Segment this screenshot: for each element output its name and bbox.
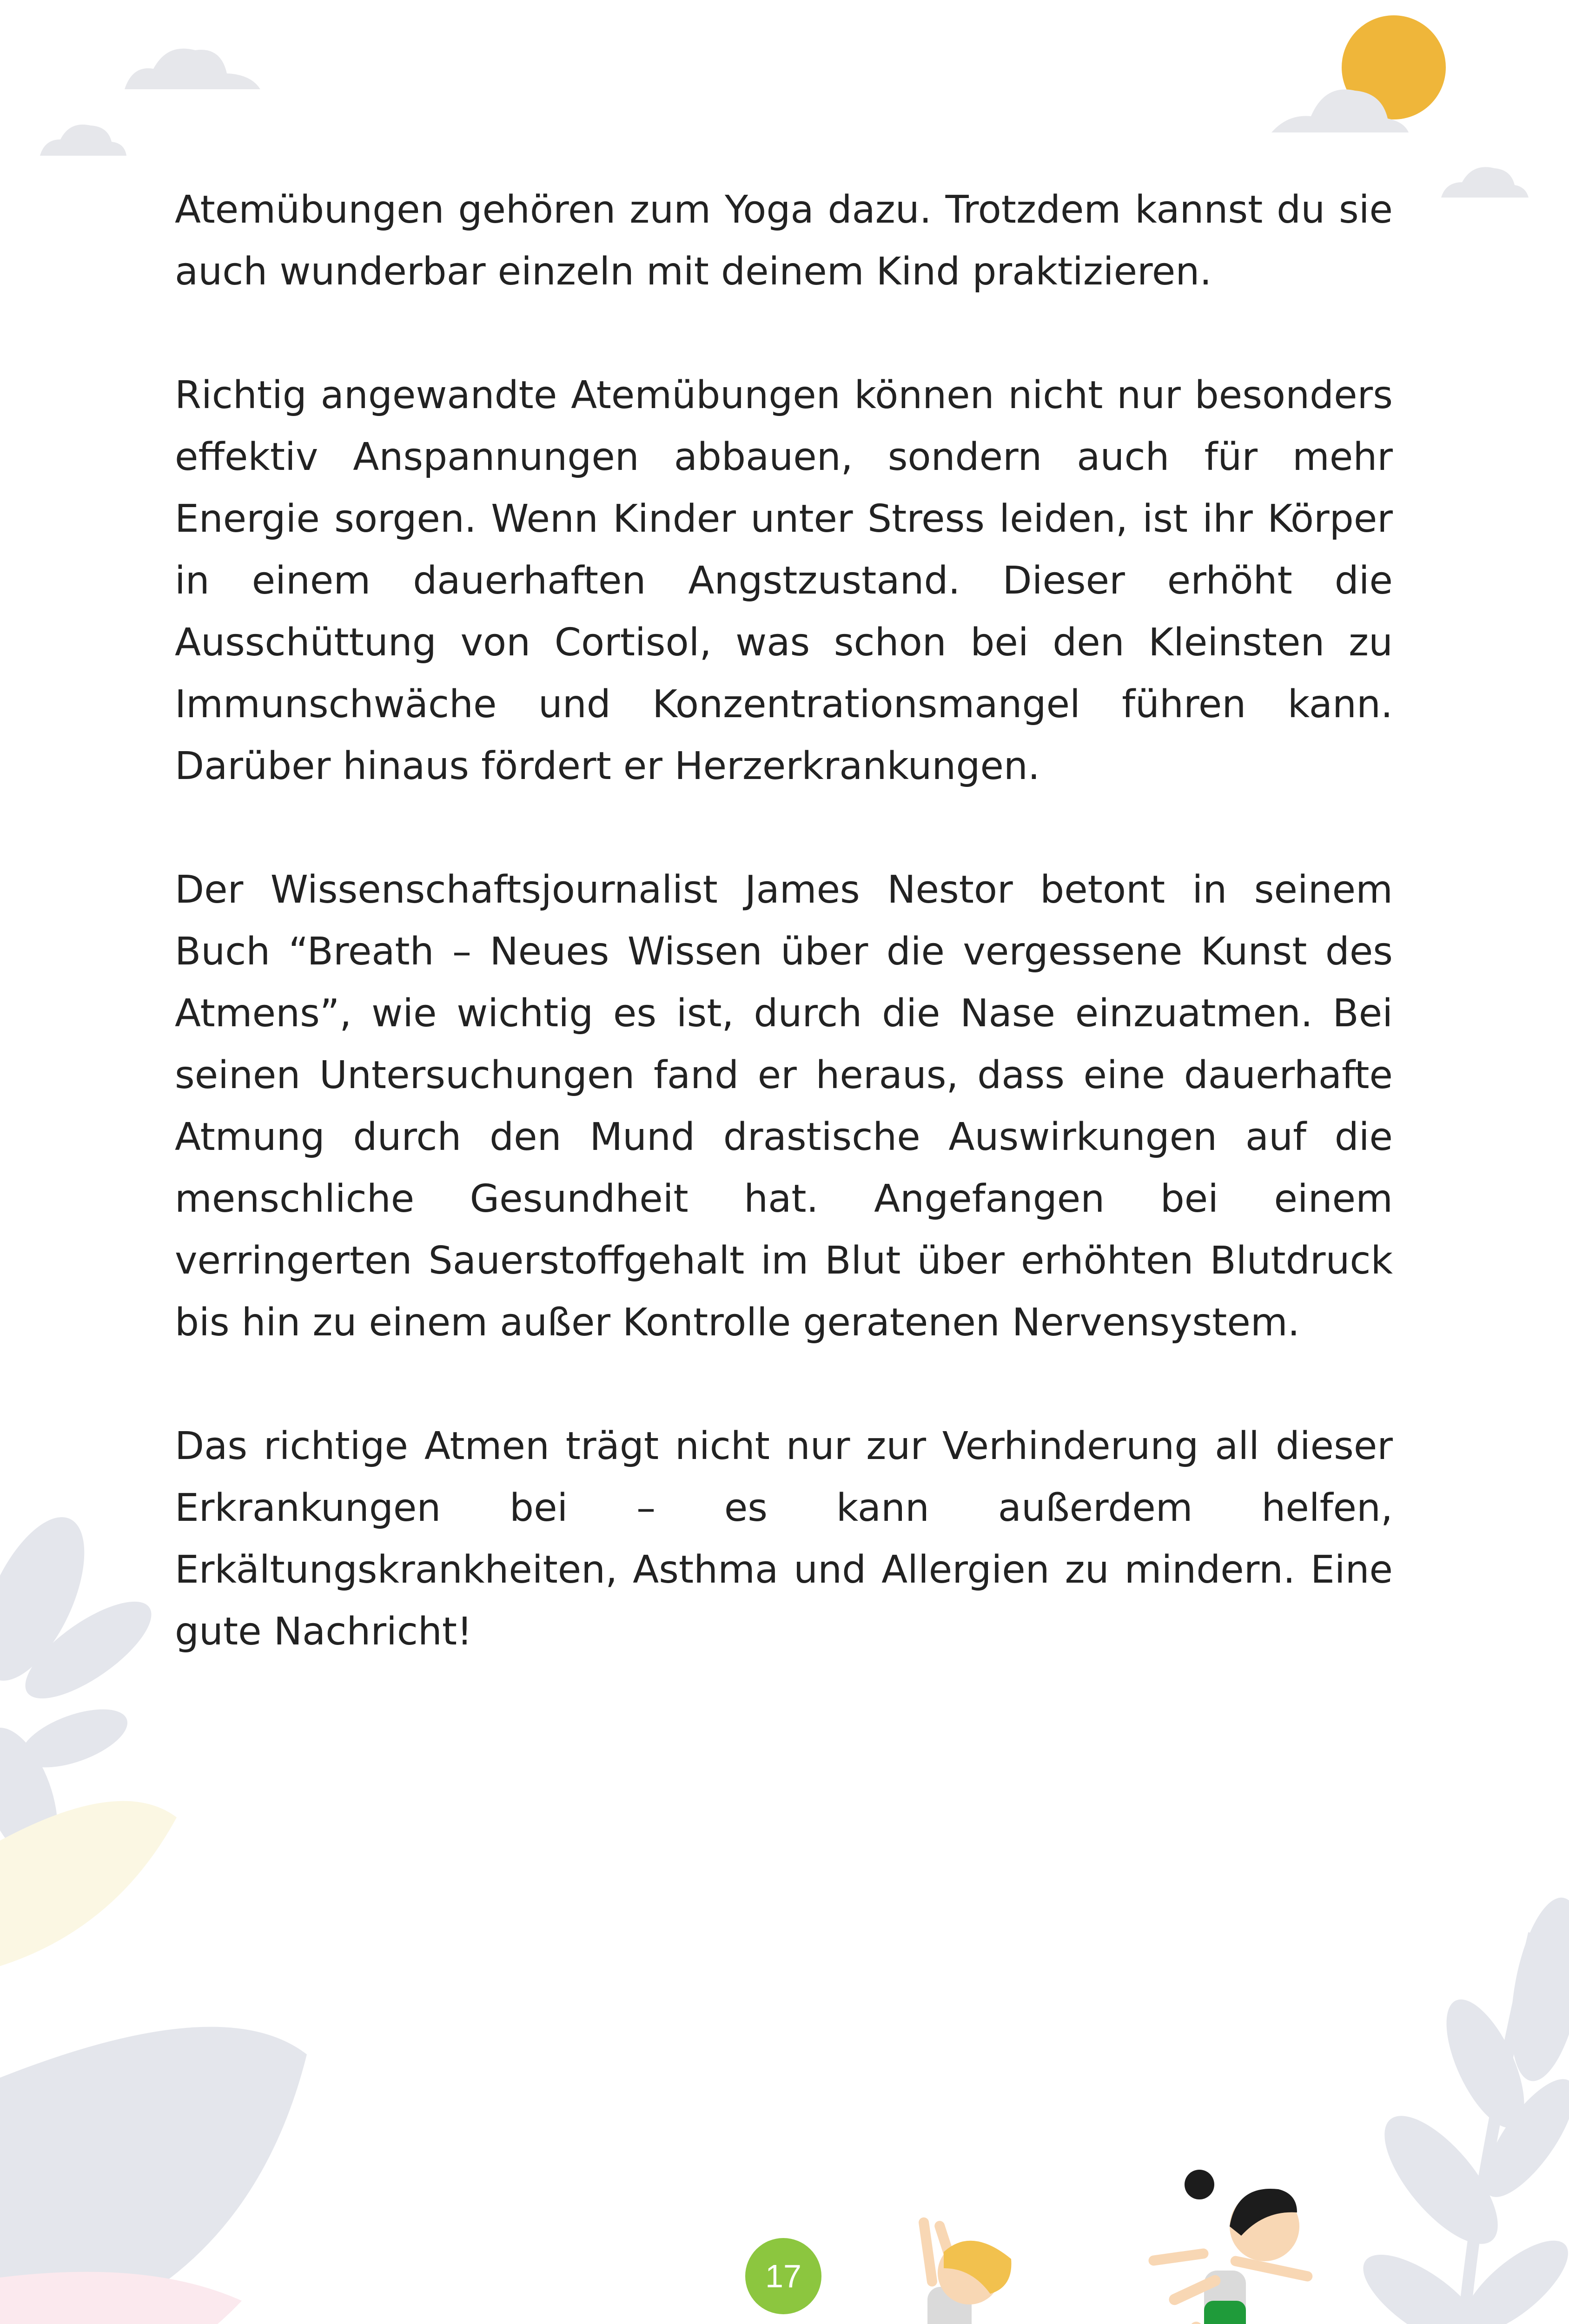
paragraph: Atemübungen gehören zum Yoga dazu. Trotzdem kannst du sie auch wunderbar einzeln mit deinem Kind praktizieren.: [175, 188, 1393, 294]
leaf-icon: [0, 2272, 242, 2324]
body-text: [175, 179, 1393, 1724]
yoga-kid-illustration: [1148, 2170, 1313, 2324]
paragraph: Richtig angewandte Atemübungen können nicht nur besonders effektiv Anspannungen abbauen, sondern auch für mehr Energie sorgen. Wenn Kinder unter Stress leiden, ist ihr Körper in einem dauerhaften Angstzustand. Dieser erhöht die Ausschüttung von Cortisol, was schon bei den Kleinsten zu Immunschwäche und Konzentrationsmangel führen kann. Darüber hinaus fördert er Herzerkrankungen.: [175, 373, 1393, 788]
page-number-badge: 17: [745, 2238, 821, 2314]
yoga-kid-illustration: [867, 2217, 1011, 2324]
paragraph: Der Wissenschaftsjournalist James Nestor betont in seinem Buch “Breath – Neues Wissen über die vergessene Kunst des Atmens”, wie wichtig es ist, durch die Nase einzuatmen. Bei seinen Untersuchungen fand er heraus, dass eine dauerhafte Atmung durch den Mund drastische Auswirkungen auf die menschliche Gesundheit hat. Angefangen bei einem verringerten Sauerstoffgehalt im Blut über erhöhten Blutdruck bis hin zu einem außer Kontrolle geratenen Nervensystem.: [175, 868, 1393, 1345]
cloud-icon: [40, 48, 1529, 198]
leaf-icon: [1350, 1892, 1569, 2324]
paragraph: Das richtige Atmen trägt nicht nur zur Verhinderung all dieser Erkrankungen bei – es kann außerdem helfen, Erkältungskrankheiten, Asthma und Allergien zu mindern. Eine gute Nachricht!: [175, 1424, 1393, 1654]
